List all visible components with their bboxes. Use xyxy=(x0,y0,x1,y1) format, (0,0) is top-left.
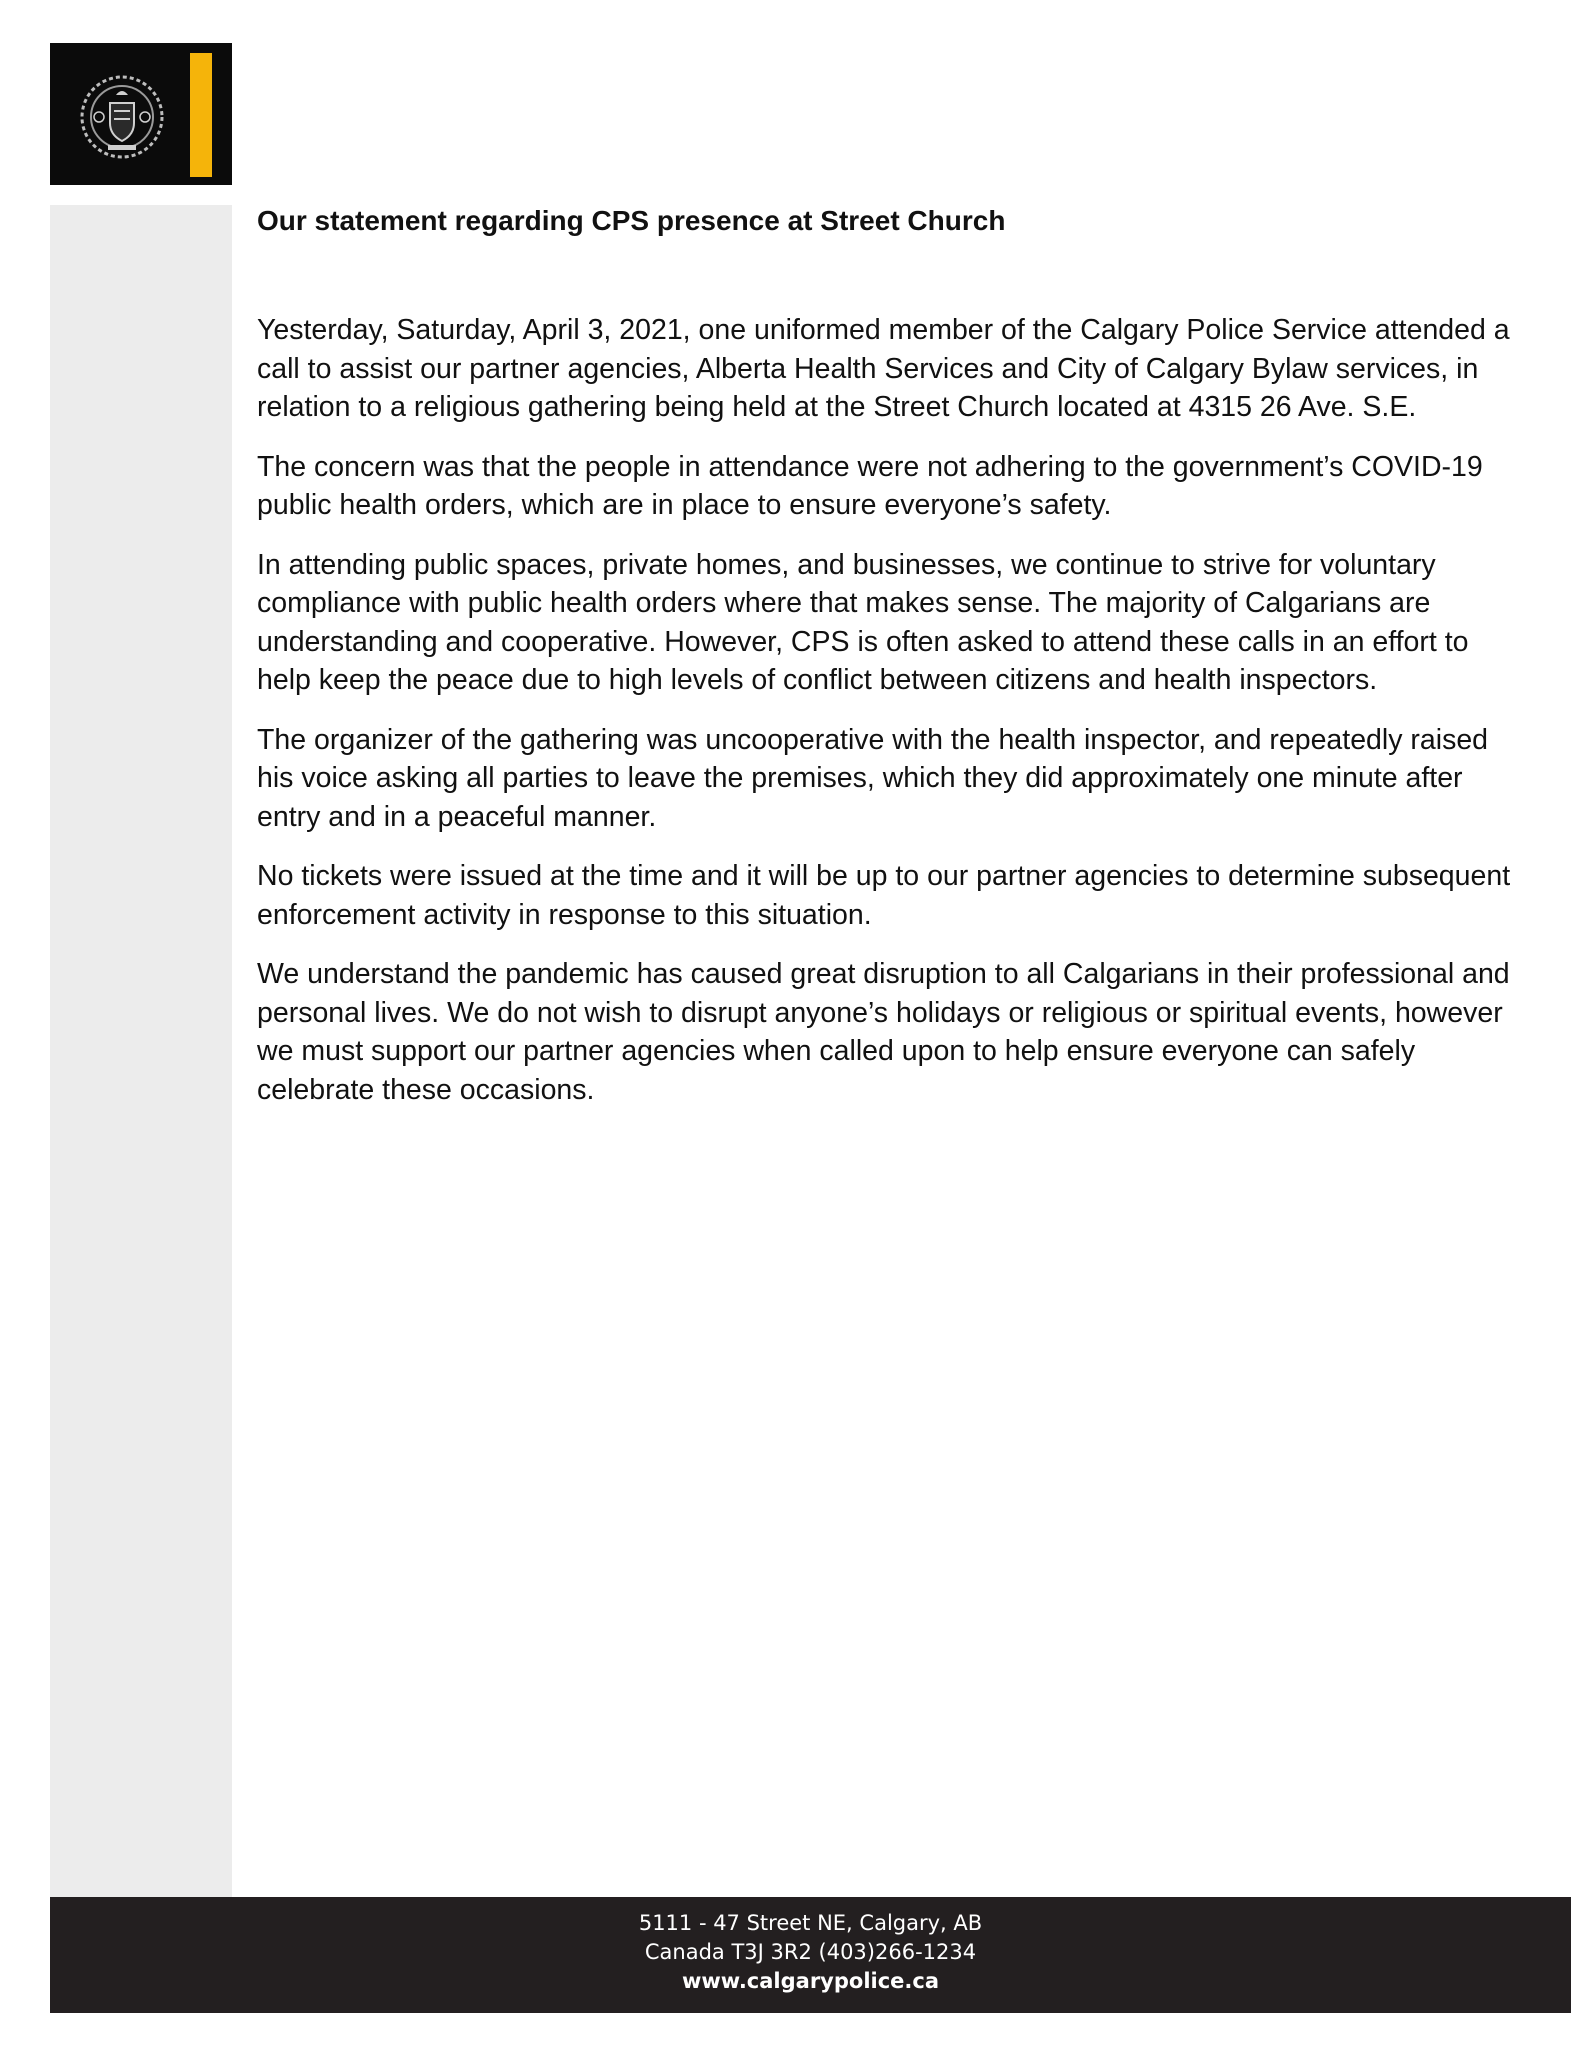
gold-accent-bar xyxy=(190,53,212,177)
logo-block xyxy=(50,43,232,185)
statement-title: Our statement regarding CPS presence at Street Church xyxy=(257,205,1006,236)
paragraph-3: In attending public spaces, private homes, and businesses, we continue to strive for voluntary compliance with public health orders where that makes sense. The majority of Calgarians are understanding and cooperative. However, CPS is often asked to attend these calls in an effort to help keep the peace due to high levels of conflict between citizens and health inspectors. xyxy=(257,548,1469,696)
statement-body xyxy=(257,200,1517,1130)
paragraph-5: No tickets were issued at the time and it will be up to our partner agencies to determine subsequent enforcement activity in response to this situation. xyxy=(257,860,1511,931)
paragraph-1: Yesterday, Saturday, April 3, 2021, one uniformed member of the Calgary Police Service attended a call to assist our partner agencies, Alberta Health Services and City of Calgary Bylaw services, in relation to a religious gathering being held at the Street Church located at 4315 26 Ave. S.E. xyxy=(257,314,1510,423)
footer-address-line2: Canada T3J 3R2 (403)266-1234 xyxy=(644,1940,977,1964)
footer-bar xyxy=(50,1897,1571,2013)
police-crest-icon xyxy=(72,65,172,165)
footer-website-link[interactable]: www.calgarypolice.ca xyxy=(681,1969,940,1993)
side-margin-strip xyxy=(50,205,232,1897)
paragraph-2: The concern was that the people in attendance were not adhering to the government’s COVID-19 public health orders, which are in place to ensure everyone’s safety. xyxy=(257,450,1483,521)
paragraph-4: The organizer of the gathering was uncooperative with the health inspector, and repeatedly raised his voice asking all parties to leave the premises, which they did approximately one minute after entry and in a peaceful manner. xyxy=(257,723,1489,833)
footer-address-line1: 5111 - 47 Street NE, Calgary, AB xyxy=(638,1911,983,1935)
paragraph-6: We understand the pandemic has caused great disruption to all Calgarians in their professional and personal lives. We do not wish to disrupt anyone’s holidays or religious or spiritual events, however we must support our partner agencies when called upon to help ensure everyone can safely celebrate these occasions. xyxy=(257,958,1510,1106)
